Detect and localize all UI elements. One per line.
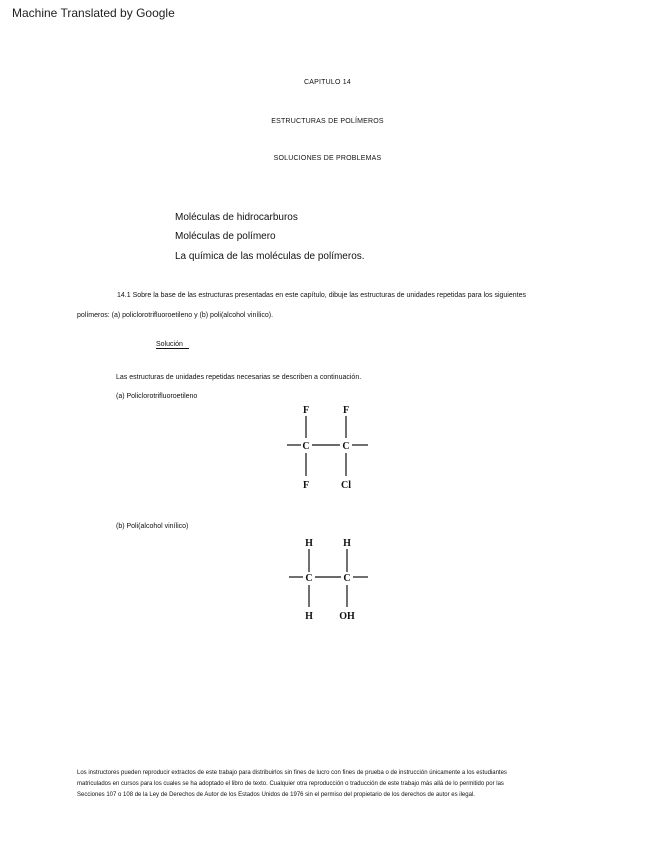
atom-top-right: H	[343, 538, 351, 549]
section-heading: SOLUCIONES DE PROBLEMAS	[273, 155, 382, 162]
solution-intro: Las estructuras de unidades repetidas necesarias se describen a continuación.	[116, 374, 362, 381]
atom-top-left: H	[305, 538, 313, 549]
atom-center-left: C	[305, 573, 313, 584]
atom-bottom-left: F	[302, 480, 310, 491]
atom-bottom-right: OH	[339, 611, 355, 622]
topic-item: Moléculas de hidrocarburos	[175, 212, 298, 223]
problem-statement-continued: polímeros: (a) policlorotrifluoroetileno y (b) poli(alcohol vinílico).	[77, 312, 274, 319]
part-a-label: (a) Policlorotrifluoroetileno	[116, 393, 198, 400]
copyright-line: Los instructores pueden reproducir extractos de este trabajo para distribuirlos sin fines de lucro con fines de prueba o de instrucción únicamente a los estudiantes	[77, 770, 507, 776]
machine-translation-banner: Machine Translated by Google	[12, 6, 175, 20]
topic-item: Moléculas de polímero	[175, 231, 276, 242]
atom-center-right: C	[343, 573, 351, 584]
copyright-line: Secciones 107 o 108 de la Ley de Derechos de Autor de los Estados Unidos de 1976 sin el permiso del propietario de los derechos de autor es ilegal.	[77, 792, 475, 798]
atom-center-left: C	[302, 441, 310, 452]
part-b-label: (b) Poli(alcohol vinílico)	[116, 523, 189, 530]
topic-item: La química de las moléculas de polímeros.	[175, 251, 365, 262]
solution-label: Solución	[156, 341, 189, 349]
atom-bottom-right: Cl	[341, 480, 351, 491]
atom-top-right: F	[342, 405, 350, 416]
atom-center-right: C	[342, 441, 350, 452]
problem-statement: 14.1 Sobre la base de las estructuras presentadas en este capítulo, dibuje las estructuras de unidades repetidas para los siguientes	[117, 292, 526, 299]
atom-top-left: F	[302, 405, 310, 416]
atom-bottom-left: H	[305, 611, 313, 622]
structure-diagram-b	[280, 535, 380, 625]
chapter-title: ESTRUCTURAS DE POLÍMEROS	[271, 118, 384, 125]
chapter-number: CAPITULO 14	[304, 79, 351, 86]
copyright-notice	[77, 768, 507, 801]
structure-diagram-a	[280, 402, 380, 492]
copyright-line: matriculados en cursos para los cuales se ha adoptado el libro de texto. Cualquier otra reproducción o traducción de este trabajo más allá de lo permitido por las	[77, 781, 504, 787]
